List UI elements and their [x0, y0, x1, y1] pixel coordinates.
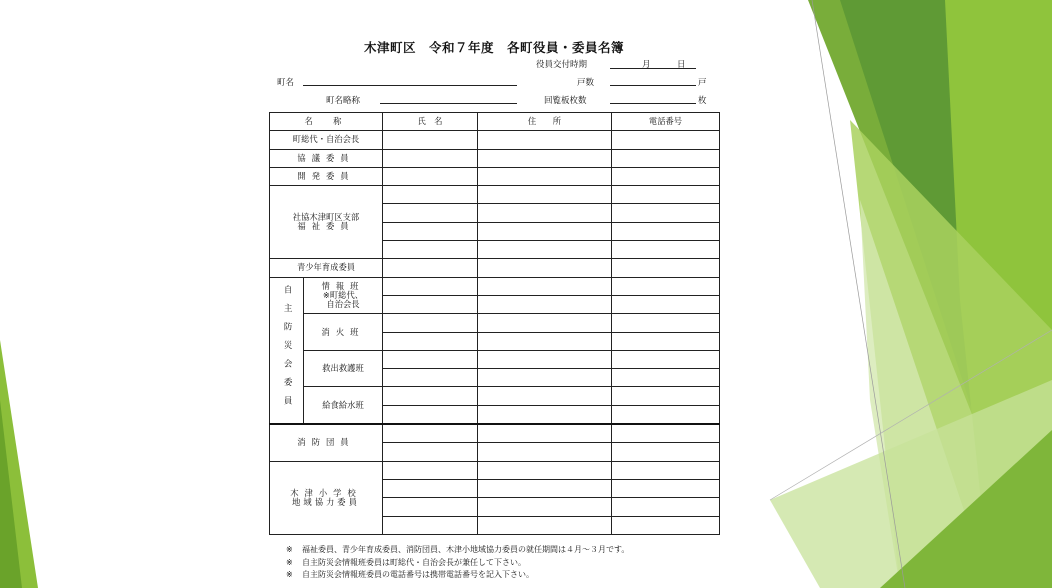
- cell[interactable]: [478, 295, 612, 313]
- cell[interactable]: [612, 314, 720, 332]
- cell[interactable]: [612, 498, 720, 516]
- cell[interactable]: [383, 167, 478, 185]
- cell[interactable]: [478, 186, 612, 204]
- table-row: [270, 461, 720, 479]
- cell[interactable]: [383, 516, 478, 534]
- cell[interactable]: [612, 369, 720, 387]
- cell[interactable]: [383, 369, 478, 387]
- table-row: [270, 259, 720, 277]
- cell[interactable]: [478, 405, 612, 424]
- cell[interactable]: [383, 277, 478, 295]
- sub-label-line: 自治会長: [326, 299, 360, 310]
- cell[interactable]: [383, 314, 478, 332]
- cell[interactable]: [612, 167, 720, 185]
- note-line: [286, 569, 629, 582]
- delivery-label: 役員交付時期: [536, 60, 588, 70]
- row-label: 協議委員: [270, 149, 383, 167]
- cell[interactable]: [383, 204, 478, 222]
- abbr-field[interactable]: [380, 103, 517, 104]
- day-label: 日: [677, 60, 686, 70]
- sub-label: 救出救護班: [304, 350, 383, 387]
- cell[interactable]: [612, 186, 720, 204]
- cell[interactable]: [478, 149, 612, 167]
- row-label: [270, 186, 383, 259]
- header-address: 住 所: [478, 113, 612, 131]
- row-label: 消防団員: [270, 424, 383, 461]
- table-row: [270, 314, 720, 332]
- table-row: [270, 131, 720, 149]
- circular-label: 回覧板枚数: [544, 96, 587, 106]
- cell[interactable]: [612, 461, 720, 479]
- notes: [286, 544, 629, 582]
- row-label: 開発委員: [270, 167, 383, 185]
- cell[interactable]: [612, 131, 720, 149]
- form-title: 木津町区 令和７年度 各町役員・委員名簿: [363, 40, 624, 55]
- row-label: 町総代・自治会長: [270, 131, 383, 149]
- cell[interactable]: [612, 149, 720, 167]
- cell[interactable]: [383, 405, 478, 424]
- table-row: [270, 424, 720, 443]
- note-text: 自主防災会情報班委員は町総代・自治会長が兼任して下さい。: [302, 557, 526, 567]
- cell[interactable]: [612, 516, 720, 534]
- cell[interactable]: [478, 204, 612, 222]
- cell[interactable]: [383, 259, 478, 277]
- table-row: [270, 186, 720, 204]
- sub-label-line: ※町総代、: [322, 289, 364, 300]
- row-label-line: 地域協力委員: [292, 496, 360, 507]
- cell[interactable]: [383, 443, 478, 461]
- cell[interactable]: [612, 443, 720, 461]
- month-label: 月: [642, 60, 651, 70]
- cell[interactable]: [383, 461, 478, 479]
- note-line: [286, 557, 629, 570]
- cell[interactable]: [478, 222, 612, 240]
- cell[interactable]: [478, 516, 612, 534]
- cell[interactable]: [383, 222, 478, 240]
- disaster-group-label: [270, 277, 304, 424]
- note-text: 自主防災会情報班委員の電話番号は携帯電話番号を記入下さい。: [302, 570, 534, 579]
- cell[interactable]: [612, 295, 720, 313]
- cell[interactable]: [478, 443, 612, 461]
- cell[interactable]: [612, 479, 720, 497]
- cell[interactable]: [478, 131, 612, 149]
- cell[interactable]: [478, 387, 612, 405]
- households-field[interactable]: [610, 85, 696, 86]
- cell[interactable]: [478, 332, 612, 350]
- town-label: 町名: [277, 78, 295, 88]
- cell[interactable]: [478, 498, 612, 516]
- sub-label: 消火班: [304, 314, 383, 351]
- cell[interactable]: [383, 350, 478, 368]
- cell[interactable]: [478, 277, 612, 295]
- cell[interactable]: [478, 241, 612, 259]
- sub-label: [304, 277, 383, 314]
- cell[interactable]: [478, 350, 612, 368]
- cell[interactable]: [612, 424, 720, 443]
- header-phone: 電話番号: [612, 113, 720, 131]
- cell[interactable]: [383, 479, 478, 497]
- header-person: 氏 名: [383, 113, 478, 131]
- row-label-line: 木津小学校: [290, 487, 362, 498]
- note-line: [286, 544, 629, 557]
- circular-unit: 枚: [698, 96, 707, 106]
- cell[interactable]: [383, 241, 478, 259]
- disaster-label: 自主防災会委員: [282, 284, 293, 415]
- table-row: [270, 277, 720, 295]
- abbr-label: 町名略称: [326, 96, 361, 106]
- cell[interactable]: [478, 369, 612, 387]
- households-label: 戸数: [577, 78, 595, 88]
- households-unit: 戸: [698, 78, 707, 88]
- table-row: [270, 350, 720, 368]
- row-label-line: 福祉委員: [297, 221, 355, 232]
- cell[interactable]: [478, 479, 612, 497]
- note-mark: ※: [286, 570, 293, 579]
- header-row: [270, 113, 720, 131]
- note-mark: ※: [286, 545, 293, 554]
- cell[interactable]: [478, 259, 612, 277]
- cell[interactable]: [478, 314, 612, 332]
- header-name: 名 称: [270, 113, 383, 131]
- cell[interactable]: [612, 259, 720, 277]
- table-row: [270, 149, 720, 167]
- cell[interactable]: [383, 424, 478, 443]
- cell[interactable]: [612, 204, 720, 222]
- cell[interactable]: [612, 387, 720, 405]
- cell[interactable]: [383, 332, 478, 350]
- circular-field[interactable]: [610, 103, 696, 104]
- note-mark: ※: [286, 557, 293, 567]
- row-label-line: 社協木津町区支部: [292, 212, 360, 223]
- cell[interactable]: [612, 332, 720, 350]
- cell[interactable]: [612, 350, 720, 368]
- cell[interactable]: [478, 167, 612, 185]
- cell[interactable]: [478, 424, 612, 443]
- cell[interactable]: [383, 131, 478, 149]
- cell[interactable]: [383, 186, 478, 204]
- cell[interactable]: [383, 295, 478, 313]
- sub-label: 給食給水班: [304, 387, 383, 424]
- cell[interactable]: [612, 405, 720, 424]
- cell[interactable]: [612, 241, 720, 259]
- town-field[interactable]: [303, 85, 517, 86]
- cell[interactable]: [478, 461, 612, 479]
- cell[interactable]: [612, 277, 720, 295]
- table-row: [270, 167, 720, 185]
- cell[interactable]: [612, 222, 720, 240]
- table-row: [270, 387, 720, 405]
- row-label: [270, 461, 383, 534]
- note-text: 福祉委員、青少年育成委員、消防団員、木津小地域協力委員の就任期間は４月～３月です。: [302, 545, 630, 554]
- cell[interactable]: [383, 149, 478, 167]
- roster-table: [269, 112, 720, 535]
- cell[interactable]: [383, 387, 478, 405]
- row-label: 青少年育成委員: [270, 259, 383, 277]
- cell[interactable]: [383, 498, 478, 516]
- sub-label-line: 情報班: [321, 280, 365, 291]
